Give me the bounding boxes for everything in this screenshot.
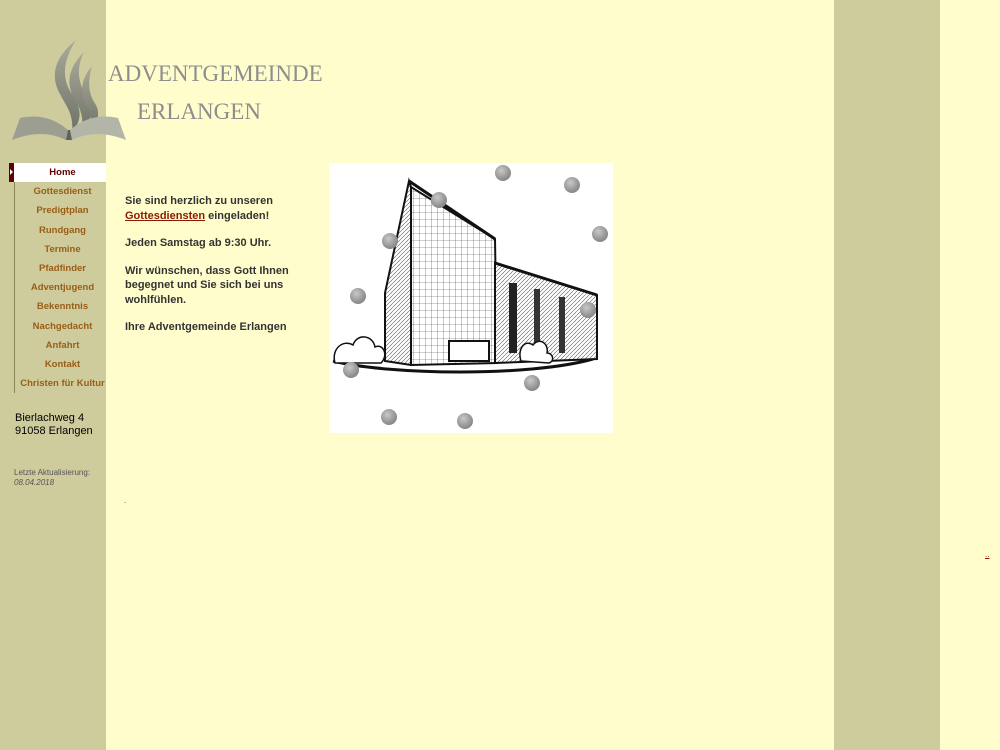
- wish-paragraph: Wir wünschen, dass Gott Ihnen begegnet und Sie sich bei uns wohlfühlen.: [125, 264, 289, 306]
- signature: Ihre Adventgemeinde Erlangen: [125, 321, 287, 333]
- address-block: [15, 412, 93, 438]
- update-date: 08.04.2018: [14, 478, 55, 487]
- nav-item-nachgedacht[interactable]: [9, 317, 106, 336]
- small-dot: .: [124, 496, 127, 505]
- nav-item-pfadfinder[interactable]: [9, 259, 106, 278]
- nav-item-label: Home: [49, 167, 76, 178]
- active-arrow-icon: [10, 169, 13, 175]
- nav-item-label: Rundgang: [39, 224, 86, 236]
- nav-item-label: Christen für Kultur: [20, 378, 105, 390]
- nav-item-label: Pfadfinder: [39, 262, 86, 274]
- nav-item-kontakt[interactable]: [9, 355, 106, 374]
- nav-item-label: Gottesdienst: [33, 186, 92, 198]
- last-update: [14, 468, 90, 488]
- nav-item-label: Kontakt: [44, 358, 81, 370]
- service-time: Jeden Samstag ab 9:30 Uhr.: [125, 237, 272, 249]
- nav-item-label: Nachgedacht: [32, 320, 93, 332]
- nav-item-label: Termine: [44, 243, 81, 255]
- flame-book-logo-icon[interactable]: [8, 36, 130, 144]
- nav-item-label: Adventjugend: [30, 282, 95, 294]
- nav-item-gottesdienst[interactable]: [9, 182, 106, 201]
- main-navigation: [9, 163, 106, 393]
- address-street: Bierlachweg 4: [15, 412, 85, 424]
- nav-item-termine[interactable]: [9, 240, 106, 259]
- intro-text: [125, 194, 315, 348]
- site-title-line2: ERLANGEN: [137, 99, 261, 124]
- nav-item-anfahrt[interactable]: [9, 336, 106, 355]
- nav-item-label: Anfahrt: [45, 339, 80, 351]
- right-column: [834, 0, 940, 750]
- church-image: [329, 163, 613, 433]
- nav-item-christen-fuer-kultur[interactable]: [9, 374, 106, 393]
- nav-item-adventjugend[interactable]: [9, 278, 106, 297]
- gottesdiensten-link[interactable]: Gottesdiensten: [125, 209, 206, 222]
- address-city: 91058 Erlangen: [15, 425, 93, 437]
- nav-item-rundgang[interactable]: [9, 221, 106, 240]
- invitation-paragraph: [125, 194, 315, 223]
- corner-link[interactable]: ..: [985, 550, 990, 559]
- nav-item-label: Bekenntnis: [36, 301, 89, 313]
- invitation-prefix: Sie sind herzlich zu unseren: [125, 195, 273, 207]
- nav-item-bekenntnis[interactable]: [9, 297, 106, 316]
- nav-item-predigtplan[interactable]: [9, 201, 106, 220]
- nav-item-home[interactable]: [9, 163, 106, 182]
- far-right-strip: [940, 0, 1000, 750]
- nav-item-label: Predigtplan: [36, 205, 89, 217]
- church-building-drawing-icon: [329, 163, 613, 433]
- site-title-line1: ADVENTGEMEINDE: [108, 61, 323, 86]
- update-label: Letzte Aktualisierung:: [14, 468, 91, 477]
- invitation-suffix: eingeladen!: [205, 209, 270, 222]
